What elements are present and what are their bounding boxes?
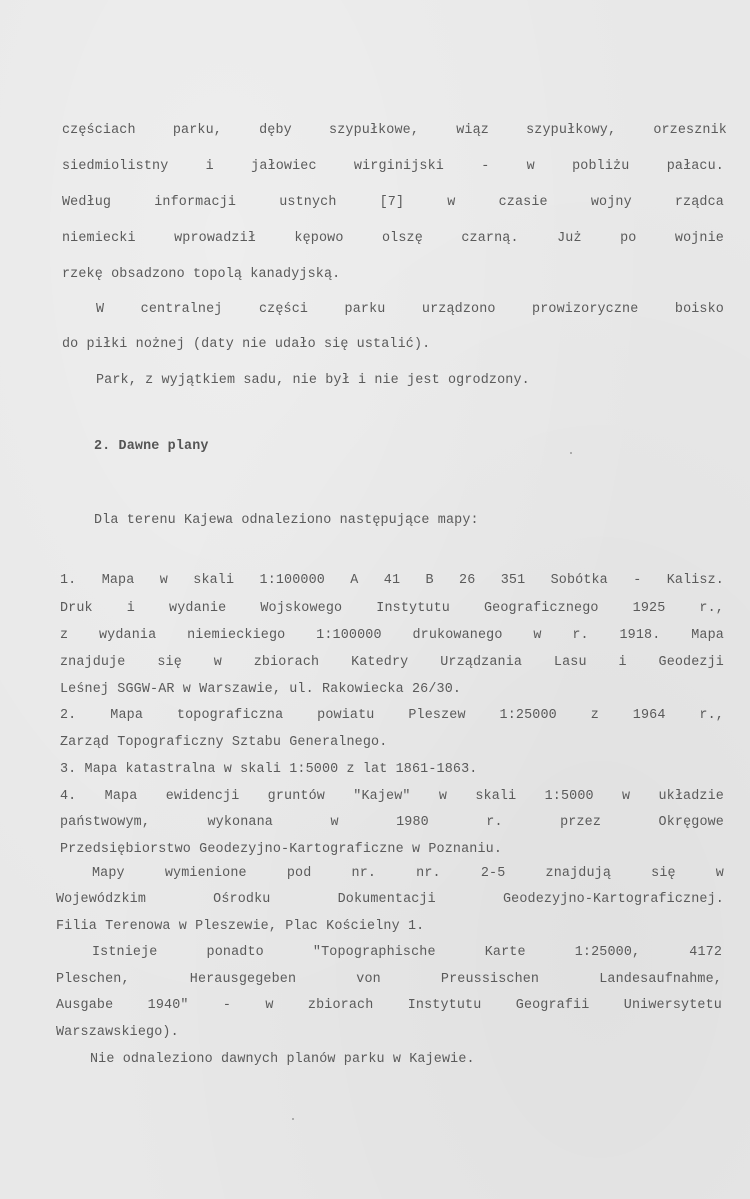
text-line-content: częściach parku, dęby szypułkowe, wiąz szypułkowy, orzesznik — [62, 123, 727, 138]
text-line: rzekę obsadzono topolą kanadyjską. — [62, 267, 341, 282]
list-item-line — [60, 655, 724, 671]
text-line-content: siedmiolistny i jałowiec wirginijski - w pobliżu pałacu. — [62, 159, 724, 174]
text-line-content: niemiecki wprowadził kępowo olszę czarną. Już po wojnie — [62, 231, 724, 246]
list-item-line: Przedsiębiorstwo Geodezyjno-Kartograficzne w Poznaniu. — [60, 842, 503, 857]
conclusion-text: Nie odnaleziono dawnych planów parku w Kajewie. — [90, 1052, 475, 1067]
list-item-line — [60, 573, 724, 589]
text-line — [96, 302, 724, 318]
text-line — [92, 945, 722, 961]
text-line-content: 4. Mapa ewidencji gruntów "Kajew" w skali 1:5000 w układzie — [60, 789, 724, 804]
list-item-line — [60, 601, 724, 617]
text-line-content: znajduje się w zbiorach Katedry Urządzania Lasu i Geodezji — [60, 655, 724, 670]
text-line-content: Druk i wydanie Wojskowego Instytutu Geograficznego 1925 r., — [60, 601, 724, 616]
text-line — [62, 123, 727, 139]
text-line-content: W centralnej części parku urządzono prowizoryczne boisko — [96, 302, 724, 317]
text-line: Warszawskiego). — [56, 1025, 179, 1040]
text-line-content: 1. Mapa w skali 1:100000 A 41 B 26 351 Sobótka - Kalisz. — [60, 573, 724, 588]
text-line — [56, 998, 722, 1014]
list-item-line — [60, 789, 724, 805]
text-line-content: Wojewódzkim Ośrodku Dokumentacji Geodezyjno-Kartograficznej. — [56, 892, 724, 907]
text-line — [62, 231, 724, 247]
text-line: Park, z wyjątkiem sadu, nie był i nie jest ogrodzony. — [96, 373, 530, 388]
text-line — [56, 972, 722, 988]
list-item-line: 3. Mapa katastralna w skali 1:5000 z lat 1861-1863. — [60, 762, 478, 777]
list-item-line — [60, 628, 724, 644]
section-heading: 2. Dawne plany — [94, 439, 209, 454]
text-line-content: Mapy wymienione pod nr. nr. 2-5 znajdują się w — [92, 866, 724, 881]
text-line-content: Według informacji ustnych [7] w czasie wojny rządca — [62, 195, 724, 210]
text-line: do piłki nożnej (daty nie udało się ustalić). — [62, 337, 431, 352]
text-line-content: z wydania niemieckiego 1:100000 drukowanego w r. 1918. Mapa — [60, 628, 724, 643]
list-item-line — [60, 815, 724, 831]
intro-text: Dla terenu Kajewa odnaleziono następujące mapy: — [94, 513, 479, 528]
list-item-line: Zarząd Topograficzny Sztabu Generalnego. — [60, 735, 388, 750]
list-item-line — [60, 708, 724, 724]
text-line — [92, 866, 724, 882]
text-line-content: Istnieje ponadto "Topographische Karte 1:25000, 4172 — [92, 945, 722, 960]
text-line — [62, 159, 724, 175]
text-line — [62, 195, 724, 211]
speck-mark — [292, 1118, 294, 1120]
text-line: Filia Terenowa w Pleszewie, Plac Kościelny 1. — [56, 919, 425, 934]
text-line-content: Ausgabe 1940" - w zbiorach Instytutu Geografii Uniwersytetu — [56, 998, 722, 1013]
speck-mark — [570, 452, 572, 454]
text-line — [56, 892, 724, 908]
list-item-line: Leśnej SGGW-AR w Warszawie, ul. Rakowiecka 26/30. — [60, 682, 462, 697]
text-line-content: Pleschen, Herausgegeben von Preussischen Landesaufnahme, — [56, 972, 722, 987]
text-line-content: 2. Mapa topograficzna powiatu Pleszew 1:25000 z 1964 r., — [60, 708, 724, 723]
text-line-content: państwowym, wykonana w 1980 r. przez Okręgowe — [60, 815, 724, 830]
